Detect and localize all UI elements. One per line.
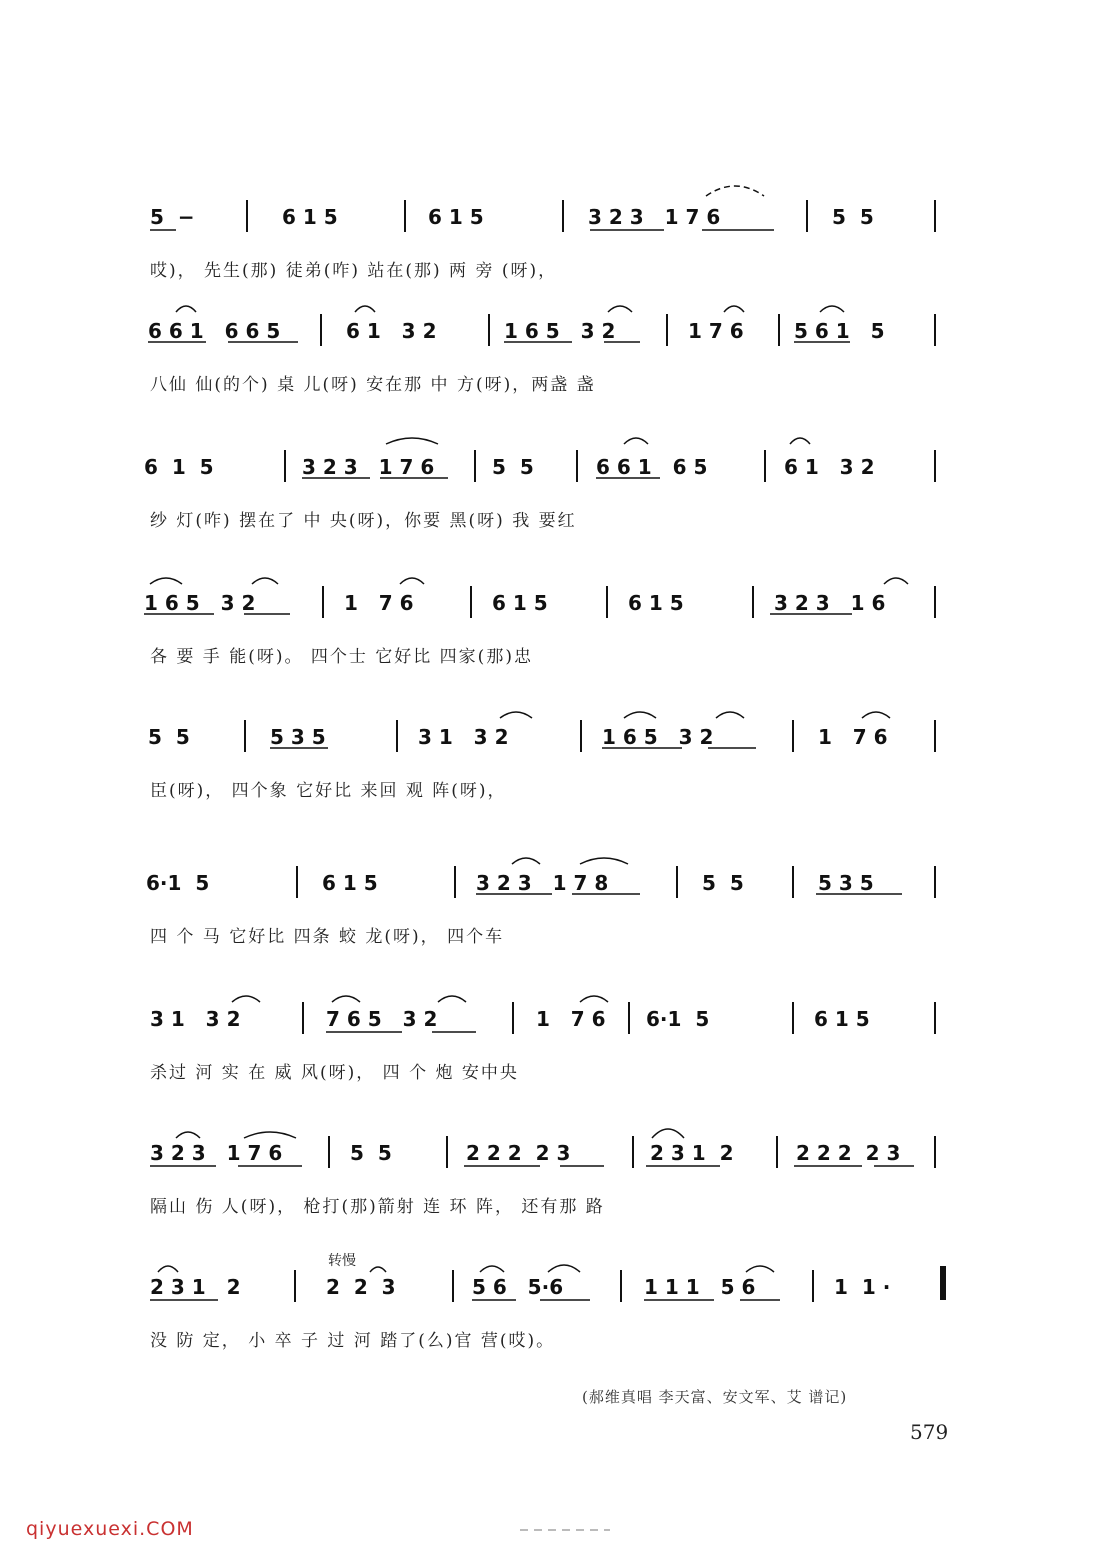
barline — [776, 1136, 778, 1168]
measure-notes: 6 1 5 — [492, 591, 548, 615]
measure-notes: 6 1 5 — [144, 455, 214, 479]
lyric-line: 隔山 伤 人(呀)， 枪打(那)箭射 连 环 阵， 还有那 路 — [150, 1197, 605, 1217]
barline — [666, 314, 668, 346]
measure-notes: 1 6 5 3 2 — [602, 725, 714, 749]
measure-notes: 3 2 3 1 6 — [774, 591, 886, 615]
barline — [512, 1002, 514, 1034]
score-system — [0, 1274, 1120, 1384]
measure-notes: 5 5 — [148, 725, 190, 749]
measure-notes: 6 1 5 — [814, 1007, 870, 1031]
lyric-line: 杀过 河 实 在 威 风(呀)， 四 个 炮 安中央 — [150, 1063, 519, 1083]
barline — [246, 200, 248, 232]
lyric-line: 四 个 马 它好比 四条 蛟 龙(呀)， 四个车 — [150, 927, 505, 947]
lyric-line: 八仙 仙(的个) 桌 儿(呀) 安在那 中 方(呀)，两盏 盏 — [150, 375, 596, 395]
lyric-line: 各 要 手 能(呀)。 四个士 它好比 四家(那)忠 — [150, 647, 533, 667]
barline — [328, 1136, 330, 1168]
barline — [396, 720, 398, 752]
barline — [792, 866, 794, 898]
measure-notes: 2 3 1 2 — [150, 1275, 241, 1299]
measure-notes: 2 2 2 2 3 — [796, 1141, 901, 1165]
measure-notes: 6 1 5 — [322, 871, 378, 895]
barline — [792, 1002, 794, 1034]
barline — [934, 1002, 936, 1034]
barline — [752, 586, 754, 618]
measure-notes: 6 1 3 2 — [784, 455, 875, 479]
measure-notes: 5 5 — [492, 455, 534, 479]
barline — [778, 314, 780, 346]
barline — [934, 586, 936, 618]
tempo-marking: 转慢 — [328, 1253, 356, 1269]
barline — [934, 314, 936, 346]
measure-notes: 6·1 5 — [146, 871, 210, 895]
measure-notes: 3 2 3 1 7 6 — [302, 455, 435, 479]
barline — [470, 586, 472, 618]
measure-notes: 6 1 5 — [628, 591, 684, 615]
measure-notes: 6·1 5 — [646, 1007, 710, 1031]
measure-notes: 3 2 3 1 7 6 — [588, 205, 721, 229]
barline — [580, 720, 582, 752]
barline — [934, 1136, 936, 1168]
measure-notes: 6 1 3 2 — [346, 319, 437, 343]
site-watermark: qiyuexuexi.COM — [26, 1518, 194, 1540]
measure-notes: 5 5 — [350, 1141, 392, 1165]
barline — [934, 450, 936, 482]
barline — [446, 1136, 448, 1168]
measure-notes: 6 6 1 6 5 — [596, 455, 708, 479]
barline — [812, 1270, 814, 1302]
measure-notes: 1 6 5 3 2 — [144, 591, 256, 615]
barline — [294, 1270, 296, 1302]
barline — [284, 450, 286, 482]
measure-notes: 5 6 1 5 — [794, 319, 885, 343]
barline — [606, 586, 608, 618]
barline — [934, 720, 936, 752]
measure-notes: 2 2 3 — [326, 1275, 396, 1299]
score-system — [0, 454, 1120, 564]
page-number: 579 — [910, 1420, 949, 1444]
measure-notes: 3 1 3 2 — [150, 1007, 241, 1031]
score-system — [0, 724, 1120, 834]
score-system — [0, 318, 1120, 428]
measure-notes: 1 7 6 — [688, 319, 744, 343]
score-system — [0, 204, 1120, 314]
barline — [676, 866, 678, 898]
lyric-line: 没 防 定， 小 卒 子 过 河 踏了(么)官 营(哎)。 — [150, 1331, 556, 1351]
measure-notes: 1 7 6 — [344, 591, 414, 615]
barline — [576, 450, 578, 482]
barline — [404, 200, 406, 232]
barline — [320, 314, 322, 346]
measure-notes: 1 6 5 3 2 — [504, 319, 616, 343]
barline — [296, 866, 298, 898]
measure-notes: 1 7 6 — [818, 725, 888, 749]
measure-notes: 2 2 2 2 3 — [466, 1141, 571, 1165]
measure-notes: 5 3 5 — [270, 725, 326, 749]
barline — [474, 450, 476, 482]
barline — [792, 720, 794, 752]
measure-notes: 5 3 5 — [818, 871, 874, 895]
score-system — [0, 1140, 1120, 1250]
measure-notes: 5 5 — [702, 871, 744, 895]
final-barline — [940, 1266, 946, 1300]
measure-notes: 1 1 · — [834, 1275, 891, 1299]
measure-notes: 1 1 1 5 6 — [644, 1275, 756, 1299]
barline — [488, 314, 490, 346]
measure-notes: 2 3 1 2 — [650, 1141, 734, 1165]
score-system — [0, 1006, 1120, 1116]
measure-notes: 6 6 1 6 6 5 — [148, 319, 281, 343]
barline — [454, 866, 456, 898]
lyric-line: 臣(呀)， 四个象 它好比 来回 观 阵(呀)， — [150, 781, 507, 801]
score-system — [0, 870, 1120, 980]
measure-notes: 6 1 5 — [428, 205, 484, 229]
measure-notes: 3 2 3 1 7 8 — [476, 871, 609, 895]
barline — [452, 1270, 454, 1302]
barline — [934, 200, 936, 232]
barline — [632, 1136, 634, 1168]
barline — [322, 586, 324, 618]
measure-notes: 5 − — [150, 205, 195, 229]
barline — [764, 450, 766, 482]
measure-notes: 1 7 6 — [536, 1007, 606, 1031]
measure-notes: 3 1 3 2 — [418, 725, 509, 749]
credit-line: (郝维真唱 李天富、安文军、艾 谱记) — [582, 1388, 848, 1406]
barline — [244, 720, 246, 752]
barline — [620, 1270, 622, 1302]
barline — [562, 200, 564, 232]
barline — [302, 1002, 304, 1034]
barline — [934, 866, 936, 898]
measure-notes: 7 6 5 3 2 — [326, 1007, 438, 1031]
score-system — [0, 590, 1120, 700]
barline — [806, 200, 808, 232]
barline — [628, 1002, 630, 1034]
lyric-line: 哎)， 先生(那) 徒弟(咋) 站在(那) 两 旁 (呀)， — [150, 261, 558, 281]
measure-notes: 5 5 — [832, 205, 874, 229]
measure-notes: 6 1 5 — [282, 205, 338, 229]
lyric-line: 纱 灯(咋) 摆在了 中 央(呀)，你要 黑(呀) 我 要红 — [150, 511, 577, 531]
measure-notes: 5 6 5·6 — [472, 1275, 564, 1299]
measure-notes: 3 2 3 1 7 6 — [150, 1141, 283, 1165]
